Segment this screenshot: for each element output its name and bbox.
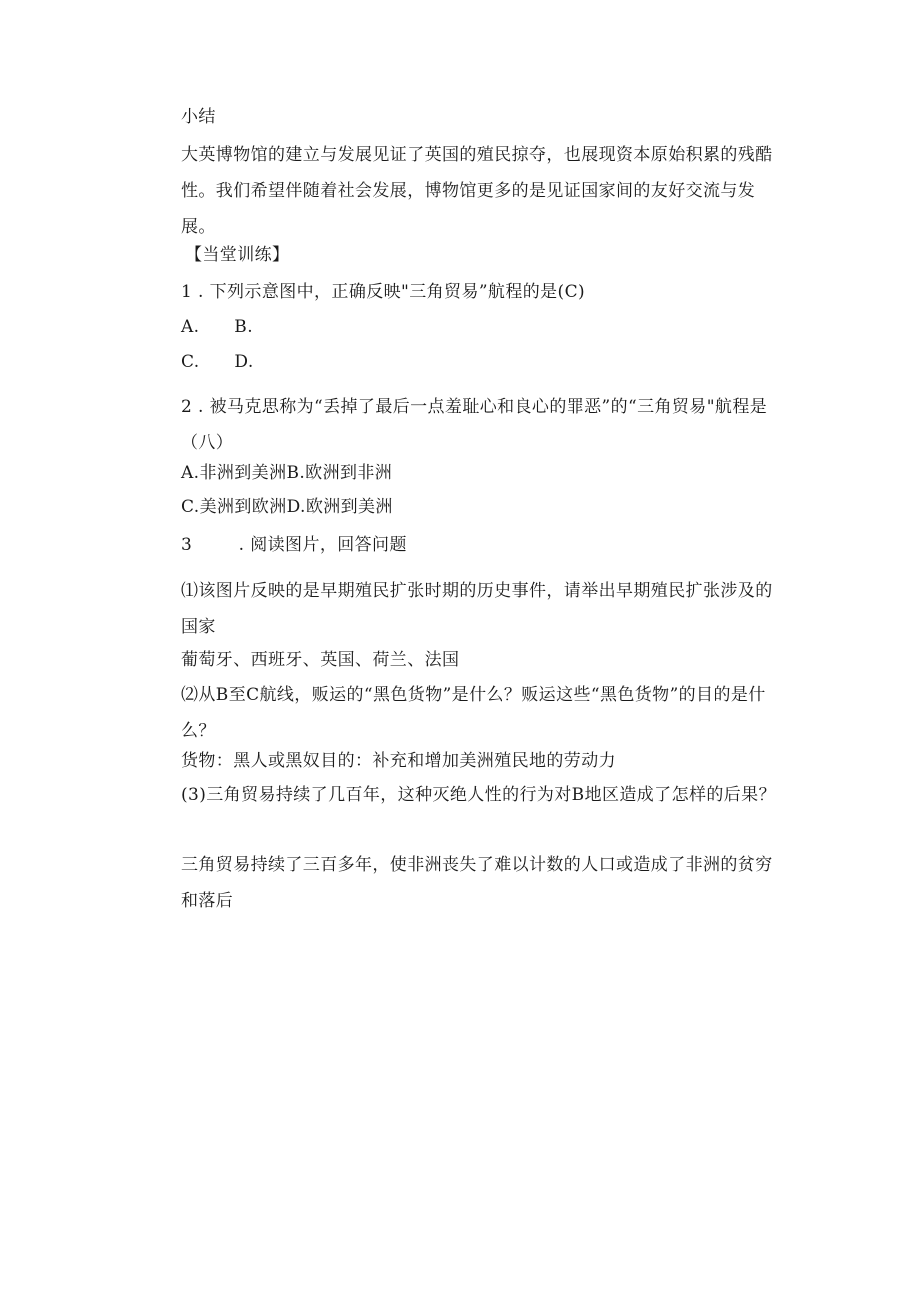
practice-heading: 【当堂训练】 (185, 245, 290, 265)
summary-paragraph (181, 137, 781, 245)
q2-options-cd: C.美洲到欧洲D.欧洲到美洲 (181, 497, 393, 517)
q3-sub2-question: ⑵从B至C航线，贩运的“黑色货物”是什么？贩运这些“黑色货物”的目的是什么？ (181, 685, 766, 741)
summary-heading: 小结 (181, 107, 216, 127)
q1-options-cd: C. D. (181, 352, 254, 372)
q1-stem: 1 . 下列示意图中，正确反映"三角贸易”航程的是(C) (181, 282, 586, 302)
q1-options-ab: A. B. (181, 317, 253, 337)
q2-stem: 2 . 被马克思称为“丢掉了最后一点羞耻心和良心的罪恶”的“三角贸易"航程是（八） (181, 397, 768, 453)
q3-sub3-question: (3)三角贸易持续了几百年，这种灭绝人性的行为对B地区造成了怎样的后果？ (181, 785, 776, 805)
q3-sub1-question: ⑴该图片反映的是早期殖民扩张时期的历史事件，请举出早期殖民扩张涉及的国家 (181, 581, 773, 637)
q2-options-ab: A.非洲到美洲B.欧洲到非洲 (181, 463, 393, 483)
q3-stem: 3 . 阅读图片，回答问题 (181, 535, 407, 555)
q3-sub1-answer: 葡萄牙、西班牙、英国、荷兰、法国 (181, 650, 460, 670)
summary-text: 大英博物馆的建立与发展见证了英国的殖民掠夺，也展现资本原始积累的残酷性。我们希望伴随着社会发展，博物馆更多的是见证国家间的友好交流与发展。 (181, 145, 773, 237)
q3-sub3-answer: 三角贸易持续了三百多年，使非洲丧失了难以计数的人口或造成了非洲的贫穷和落后 (181, 855, 773, 911)
q3-sub2-answer: 货物：黑人或黑奴目的：补充和增加美洲殖民地的劳动力 (181, 751, 616, 771)
